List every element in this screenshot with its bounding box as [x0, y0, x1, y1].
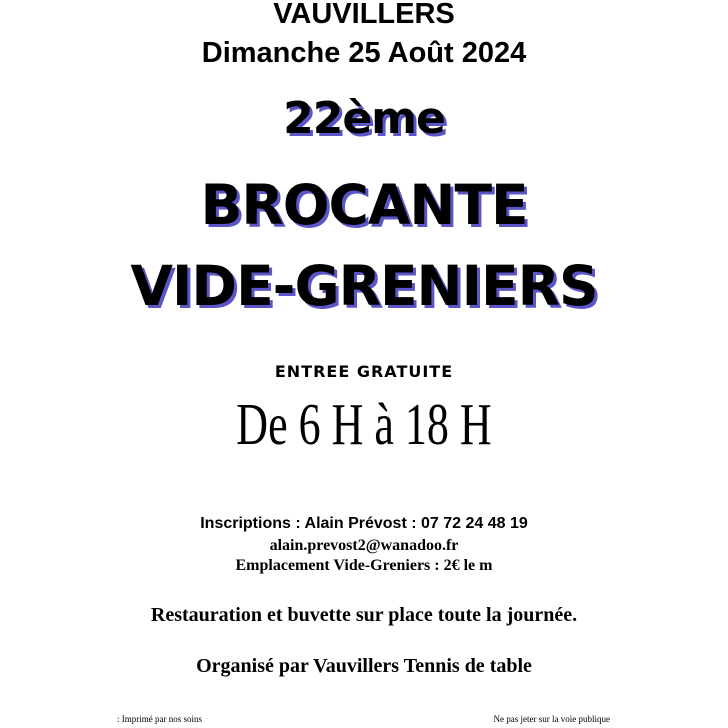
- free-entry-label: ENTREE GRATUITE: [274, 362, 454, 381]
- contact-email: alain.prevost2@wanadoo.fr: [269, 537, 459, 554]
- edition-heading: 22ème: [283, 93, 445, 144]
- opening-hours-text: De 6 H à 18 H: [236, 391, 492, 458]
- opening-hours: [0, 393, 728, 457]
- organizer-notice: Organisé par Vauvillers Tennis de table: [196, 655, 532, 677]
- event-title-brocante: BROCANTE: [200, 173, 528, 237]
- event-date: Dimanche 25 Août 2024: [201, 37, 527, 69]
- printed-by-note: : Imprimé par nos soins: [117, 714, 202, 724]
- town-name: VAUVILLERS: [273, 0, 455, 30]
- catering-notice: Restauration et buvette sur place toute la journée.: [150, 604, 578, 626]
- registration-contact: Inscriptions : Alain Prévost : 07 72 24 48 19: [200, 515, 528, 532]
- do-not-litter-note: Ne pas jeter sur la voie publique: [493, 714, 610, 724]
- pitch-price: Emplacement Vide-Greniers : 2€ le m: [235, 557, 493, 574]
- event-title-vide-greniers: VIDE-GRENIERS: [130, 254, 598, 318]
